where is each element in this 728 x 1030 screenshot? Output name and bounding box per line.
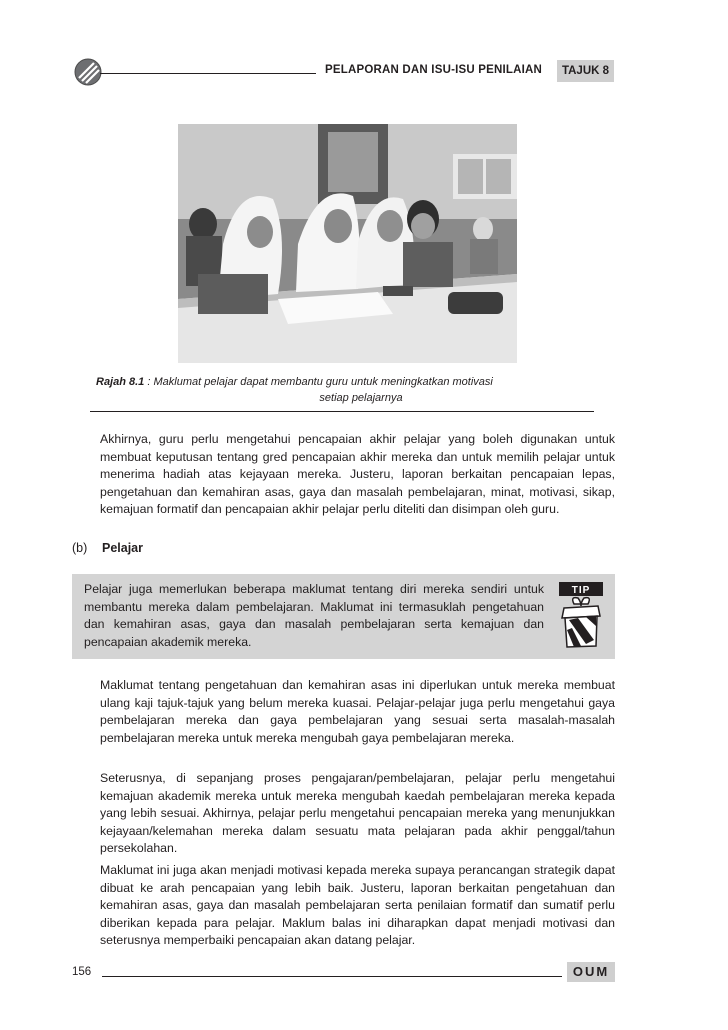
oum-brand-badge: OUM [567,962,615,982]
header-rule [100,73,316,74]
footer-rule [102,976,562,977]
paragraph-2: Maklumat tentang pengetahuan dan kemahiran asas ini diperlukan untuk mereka membuat ulang kaji tajuk-tajuk yang belum mereka kuasai. Pelajar-pelajar juga perlu mengetahui gaya pembelajaran mereka dan gaya pembelajaran yang sesuai serta masalah-masalah pembelajaran mereka untuk mereka mengubah gaya pembelajaran mereka. [100,678,615,745]
paragraph-3: Seterusnya, di sepanjang proses pengajaran/pembelajaran, pelajar perlu mengetahui kemajuan akademik mereka untuk mereka mengubah kaedah pembelajaran mereka kepada yang lebih sesuai. Akhirnya, pelajar perlu mengetahui pencapaian mereka yang menunjukkan kejayaan/kelemahan mereka dalam sesuatu mata pelajaran pada akhir penggal/tahun persekolahan. [100,771,615,856]
figure-photo [178,124,517,363]
figure-caption-line1: : Maklumat pelajar dapat membantu guru untuk meningkatkan motivasi [147,376,493,388]
figure-caption-line2: setiap pelajarnya [319,392,403,404]
section-title: Pelajar [102,541,144,555]
page-number: 156 [72,966,92,978]
section-label: (b) [72,541,88,555]
tip-text: Pelajar juga memerlukan beberapa maklumat tentang diri mereka sendiri untuk membantu mereka dalam pembelajaran. Maklumat ini termasuklah pengetahuan dan kemahiran asas, gaya dan masalah pembelajaran serta kemajuan dan pencapaian akademik mereka. [84,582,544,649]
chapter-badge: TAJUK 8 [557,60,614,82]
figure-label: Rajah 8.1 [96,376,145,388]
oum-logo-icon [74,58,102,86]
figure-caption [96,374,626,406]
paragraph-4: Maklumat ini juga akan menjadi motivasi kepada mereka supaya perancangan strategik dapat dibuat ke arah pencapaian yang lebih baik. Justeru, laporan berkaitan pengetahuan dan kemahiran asas, gaya dan masalah pembelajaran serta penilaian formatif dan sumatif perlu diberikan kepada para pelajar. Maklum balas ini diharapkan dapat menjadi motivasi dan seterusnya memperbaiki pencapaian akan datang pelajar. [100,863,615,948]
paragraph-1: Akhirnya, guru perlu mengetahui pencapaian akhir pelajar yang boleh digunakan untuk membuat keputusan tentang gred pencapaian akhir mereka dan untuk memilih pelajar untuk menerima hadiah atas kejayaan mereka. Justeru, laporan berkaitan pencapaian lepas, pengetahuan dan kemahiran asas, gaya dan masalah pembelajaran, minat, motivasi, sikap, kemajuan formatif dan pencapaian akhir pelajar perlu diteliti dan disimpan oleh guru. [100,432,615,517]
header-title: PELAPORAN DAN ISU-ISU PENILAIAN [325,64,543,76]
caption-rule [90,411,594,412]
tip-gift-box-icon [556,580,606,650]
tip-icon-label: TIP [571,585,591,596]
